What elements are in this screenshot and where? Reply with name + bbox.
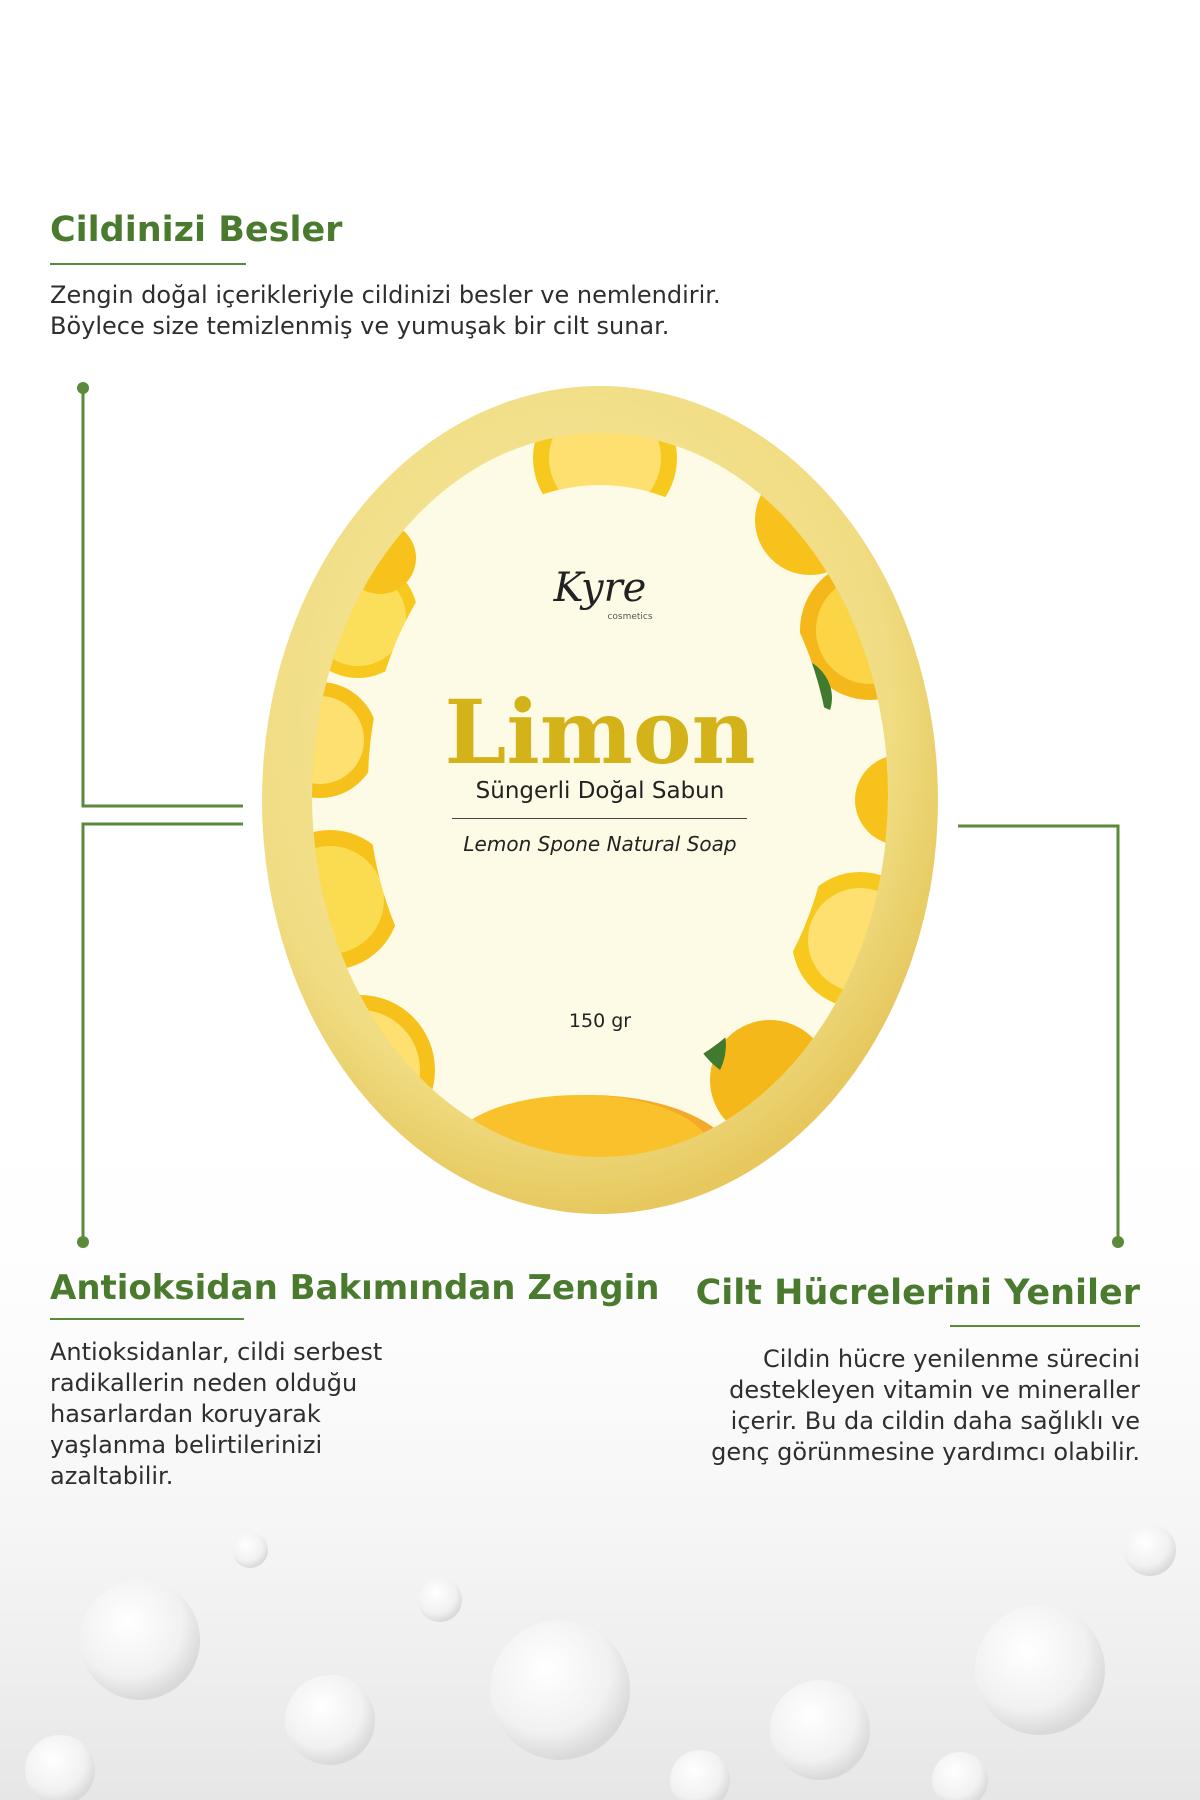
feature-nourishes-text	[50, 280, 721, 342]
text-line: Böylece size temizlenmiş ve yumuşak bir cilt sunar.	[50, 312, 670, 340]
text-line: Antioksidanlar, cildi serbest	[50, 1338, 383, 1366]
text-line: azaltabilir.	[50, 1462, 174, 1490]
text-line: radikallerin neden olduğu	[50, 1369, 358, 1397]
feature-nourishes-underline	[50, 263, 246, 265]
text-line: Zengin doğal içerikleriyle cildinizi besler ve nemlendirir.	[50, 281, 721, 309]
text-line: genç görünmesine yardımcı olabilir.	[711, 1438, 1140, 1466]
feature-antioxidant-title: Antioksidan Bakımından Zengin	[50, 1268, 660, 1308]
text-line: içerir. Bu da cildin daha sağlıklı ve	[730, 1407, 1140, 1435]
product-subtitle-en: Lemon Spone Natural Soap	[463, 832, 737, 856]
feature-nourishes-title: Cildinizi Besler	[50, 210, 343, 250]
text-line: destekleyen vitamin ve mineraller	[729, 1376, 1140, 1404]
feature-renews-cells-text	[711, 1344, 1140, 1468]
text-line: hasarlardan koruyarak	[50, 1400, 321, 1428]
text-line: yaşlanma belirtilerinizi	[50, 1431, 323, 1459]
text-line: Cildin hücre yenilenme sürecini	[762, 1345, 1140, 1373]
product-weight: 150 gr	[568, 1010, 632, 1032]
feature-renews-cells-underline	[950, 1325, 1140, 1327]
product-divider	[452, 818, 747, 819]
feature-antioxidant-text	[50, 1337, 382, 1492]
product-subtitle-tr: Süngerli Doğal Sabun	[475, 778, 725, 804]
brand-subtitle: cosmetics	[607, 612, 653, 622]
feature-renews-cells-title: Cilt Hücrelerini Yeniler	[695, 1273, 1140, 1313]
feature-antioxidant-underline	[50, 1318, 244, 1320]
brand-logo: Kyre	[553, 565, 647, 611]
product-name: Limon	[444, 680, 756, 784]
